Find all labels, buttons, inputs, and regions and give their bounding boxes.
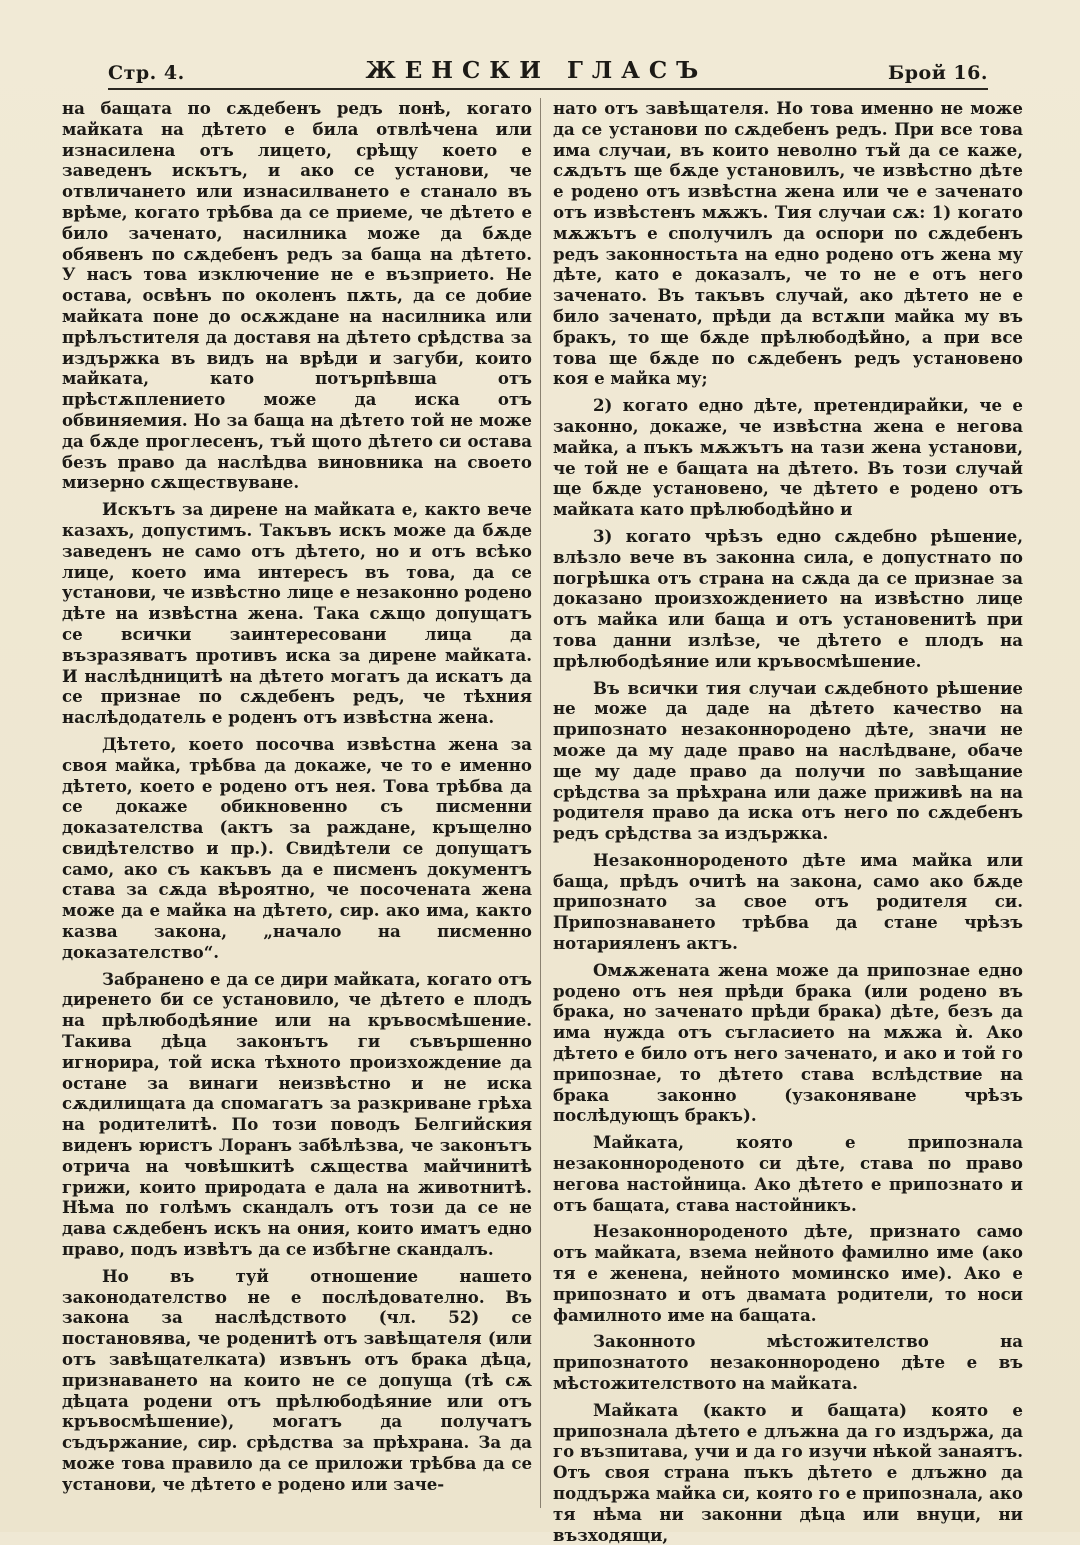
page-header (108, 44, 988, 90)
paragraph: нато отъ завѣщателя. Но това именно не може да се установи по сѫдебенъ редъ. При все това има случаи, въ които неволно тъй да се каже, сѫдътъ ще бѫде установилъ, че извѣстно дѣте е родено отъ извѣстна жена или че е заченато отъ извѣстенъ мѫжъ. Тия случаи сѫ: 1) когато мѫжътъ е сполучилъ да оспори по сѫдебенъ редъ законностьта на едно родено отъ жена му дѣте, като е доказалъ, че то не е отъ него заченато. Въ такъвъ случай, ако дѣтето не е било заченато, прѣди да встѫпи майка му въ бракъ, то ще бѫде прѣлюбодѣйно, а при все това ще бѫде по сѫдебенъ редъ установено коя е майка му; (553, 98, 1023, 389)
issue-number: Брой 16. (888, 62, 988, 84)
left-column (62, 98, 532, 1518)
paragraph: Незаконнороденото дѣте има майка или баща, прѣдъ очитѣ на закона, само ако бѫде припознато за свое отъ родителя си. Припознаването трѣбва да стане чрѣзъ нотарияленъ актъ. (553, 849, 1023, 954)
paragraph: Майката, която е припознала незаконнороденото си дѣте, става по право негова настойница. Ако дѣтето е припознато и отъ бащата, става настойникъ. (553, 1132, 1023, 1215)
paragraph: Дѣтето, което посочва извѣстна жена за своя майка, трѣбва да докаже, че то е именно дѣтето, което е родено отъ нея. Това трѣбва да се докаже обикновенно съ писменни доказателства (актъ за раждане, кръщелно свидѣтелство и пр.). Свидѣтели се допущатъ само, ако съ какъвъ да е писменъ документъ става за сѫда вѣроятно, че посочената жена може да е майка на дѣтето, сир. ако има, както казва закона, „начало на писменно доказателство“. (62, 733, 532, 962)
paragraph: Законното мѣстожителство на припознатото незаконнородено дѣте е въ мѣстожителството на майката. (553, 1331, 1023, 1394)
masthead-title: ЖЕНСКИ ГЛАСЪ (365, 57, 708, 84)
paragraph: Но въ туй отношение нашето законодателство не е послѣдователно. Въ закона за наслѣдството (чл. 52) се постановява, че роденитѣ отъ завѣщателя (или отъ завѣщателката) извънъ отъ брака дѣца, признаването на които не се допуща (тѣ сѫ дѣцата родени отъ прѣлюбодѣяние или отъ кръвосмѣшение), могатъ да получатъ съдържание, сир. срѣдства за прѣхрана. За да може това правило да се приложи трѣбва да се установи, че дѣтето е родено или заче- (62, 1265, 532, 1494)
paragraph: 2) когато едно дѣте, претендирайки, че е законно, докаже, че извѣстна жена е негова майка, а пъкъ мѫжътъ на тази жена установи, че той не е бащата на дѣтето. Въ този случай ще бѫде установено, че дѣтето е родено отъ майката като прѣлюбодѣйно и (553, 395, 1023, 520)
column-divider (540, 98, 541, 1508)
paragraph: Забранено е да се дири майката, когато отъ диренето би се установило, че дѣтето е плодъ на прѣлюбодѣяние или на кръвосмѣшение. Такива дѣца законътъ ги съвършенно игнорира, той иска тѣхното произхождение да остане за винаги неизвѣстно и не иска сѫдилищата да спомагатъ за разкриване грѣха на родителитѣ. По този поводъ Белгийския виденъ юристъ Лоранъ забѣлѣзва, че законътъ отрича на човѣшкитѣ сѫщества майчинитѣ грижи, които природата е дала на животнитѣ. Нѣма по голѣмъ скандалъ отъ този да се не дава сѫдебенъ искъ на ония, които иматъ едно право, подъ извѣтъ да се избѣгне скандалъ. (62, 968, 532, 1260)
right-column (553, 98, 1023, 1545)
paragraph: Майката (както и бащата) която е припознала дѣтето е длъжна да го издържа, да го възпитава, учи и да го изучи нѣкой занаятъ. Отъ своя страна пъкъ дѣтето е длъжно да поддържа майка си, която го е припознала, ако тя нѣма ни законни дѣца или внуци, ни възходящи, (553, 1399, 1023, 1545)
paragraph: на бащата по сѫдебенъ редъ понѣ, когато майката на дѣтето е била отвлѣчена или изнасилена отъ лицето, срѣщу което е заведенъ искътъ, и ако се установи, че отвличането или изнасилването е станало въ врѣме, когато трѣбва да се приеме, че дѣтето е било заченато, насилника може да бѫде обявенъ по сѫдебенъ редъ за баща на дѣтето. У насъ това изключение не е възприето. Не остава, освѣнъ по околенъ пѫть, да се добие майката поне до осѫждане на насилника или прѣлъстителя да доставя на дѣтето срѣдства за издържка въ видъ на врѣди и загуби, които майката, като потърпѣвша отъ прѣстѫплението може да иска отъ обвиняемия. Но за баща на дѣтето той не може да бѫде проглесенъ, тъй щото дѣтето си остава безъ право да наслѣдва виновника на своето мизерно сѫществуване. (62, 98, 532, 493)
paragraph: Въ всички тия случаи сѫдебното рѣшение не може да даде на дѣтето качество на припознато незаконнородено дѣте, значи не може да му даде право на наслѣдване, обаче ще му даде право да получи по завѣщание срѣдства за прѣхрана или даже приживѣ на на родителя право да иска отъ него по сѫдебенъ редъ срѣдства за издържка. (553, 677, 1023, 844)
paragraph: Омѫжената жена може да припознае едно родено отъ нея прѣди брака (или родено въ брака, но заченато прѣди брака) дѣте, безъ да има нужда отъ съгласието на мѫжа ѝ. Ако дѣтето е било отъ него заченато, и ако и той го припознае, то дѣтето става вслѣдствие на брака законно (узаконяване чрѣзъ послѣдующъ бракъ). (553, 959, 1023, 1126)
page-number: Стр. 4. (108, 62, 185, 84)
paragraph: Незаконнороденото дѣте, признато само отъ майката, взема нейното фамилно име (ако тя е женена, нейното моминско име). Ако е припознато и отъ двамата родители, то носи фамилното име на бащата. (553, 1221, 1023, 1325)
paragraph: Искътъ за дирене на майката е, както вече казахъ, допустимъ. Такъвъ искъ може да бѫде заведенъ не само отъ дѣтето, но и отъ всѣко лице, което има интересъ въ това, да се установи, че извѣстно лице е незаконно родено дѣте на извѣстна жена. Така сѫщо допущатъ се всички заинтересовани лица да възразяватъ противъ иска за дирене майката. И наслѣдницитѣ на дѣтето могатъ да искатъ да се признае по сѫдебенъ редъ, че тѣхния наслѣдодатель е роденъ отъ извѣстна жена. (62, 499, 532, 728)
paragraph: 3) когато чрѣзъ едно сѫдебно рѣшение, влѣзло вече въ законна сила, е допустнато по погрѣшка отъ страна на сѫда да се признае за доказано произхождението на извѣстно лице отъ майка или баща и отъ установенитѣ при това данни излѣзе, че дѣтето е плодъ на прѣлюбодѣяние или кръвосмѣшение. (553, 525, 1023, 671)
